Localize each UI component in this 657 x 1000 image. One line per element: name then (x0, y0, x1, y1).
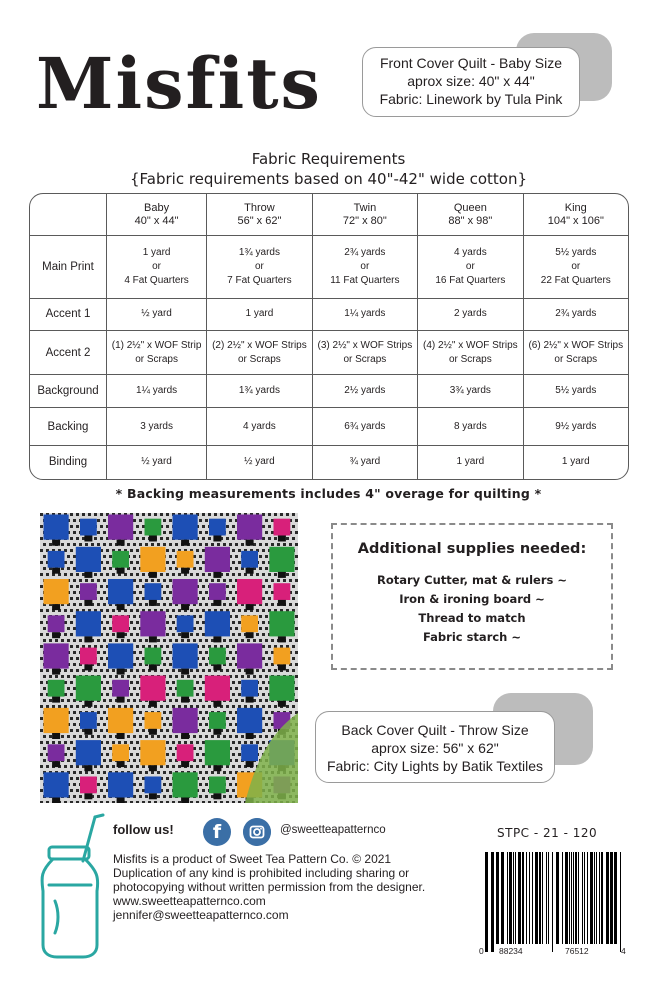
quilt-block (205, 547, 230, 572)
quilt-block (48, 615, 65, 632)
table-cell (418, 375, 523, 408)
instagram-icon[interactable] (243, 818, 271, 846)
cell-line: 22 Fat Quarters (540, 275, 611, 286)
quilt-block (205, 740, 230, 765)
quilt-block (44, 579, 69, 604)
pattern-code: STPC - 21 - 120 (497, 826, 598, 840)
cell-line: or Scraps (554, 353, 598, 365)
cell-line: (2) 2½" x WOF Strips (212, 339, 307, 351)
table-cell (418, 331, 523, 375)
quilt-block (209, 777, 226, 794)
table-cell (107, 375, 207, 408)
table-cell (524, 236, 628, 298)
row-label: Binding (30, 446, 107, 479)
table-row (30, 299, 628, 331)
quilt-block (237, 708, 262, 733)
quilt-block (108, 515, 133, 540)
quilt-block (205, 676, 230, 701)
cell-line: or Scraps (135, 353, 178, 365)
table-row (30, 331, 628, 375)
quilt-block (241, 680, 258, 697)
table-cell (313, 236, 418, 298)
quilt-block (274, 648, 291, 665)
cell-line: 8 yards (453, 420, 487, 432)
cell-line: 2¾ yards (555, 308, 597, 320)
back-cover-info (315, 711, 597, 791)
supply-item: Rotary Cutter, mat & rulers ~ (377, 573, 567, 587)
quilt-block (48, 551, 65, 568)
quilt-block (140, 611, 165, 636)
quilt-block (145, 648, 162, 665)
table-row (30, 375, 628, 408)
table-cell (313, 375, 418, 408)
quilt-block (269, 547, 294, 572)
quilt-block (241, 744, 258, 761)
quilt-block (145, 519, 162, 536)
barcode-digits-left: 88234 (499, 946, 523, 956)
supply-item: Iron & ironing board ~ (399, 592, 545, 606)
social-handle[interactable]: @sweetteapatternco (280, 824, 386, 836)
quilt-block (44, 643, 69, 668)
cell-line: 5½ yards (555, 385, 597, 397)
table-cell (524, 331, 628, 375)
quilt-block (209, 712, 226, 729)
quilt-block (209, 519, 226, 536)
quilt-block (80, 519, 97, 536)
quilt-block (44, 708, 69, 733)
cell-line: ½ yard (244, 456, 275, 468)
cell-line: 1¾ yards (238, 247, 280, 258)
cell-line: 1 yard (456, 456, 485, 468)
quilt-block (76, 676, 101, 701)
column-size: 72" x 80" (342, 214, 387, 227)
cell-line: 1 yard (142, 247, 171, 258)
front-cover-info (362, 47, 612, 132)
fabric-requirements-subheading: {Fabric requirements based on 40"-42" wide cotton} (129, 170, 528, 188)
quilt-block (76, 611, 101, 636)
quilt-block (173, 579, 198, 604)
cell-line: ½ yard (141, 308, 172, 320)
quilt-block (48, 680, 65, 697)
supplies-title: Additional supplies needed: (357, 541, 587, 557)
column-size: 104" x 106" (547, 214, 604, 227)
follow-us-label: follow us! (113, 822, 174, 837)
website-link[interactable]: www.sweetteapatternco.com (113, 894, 266, 908)
table-cell (524, 446, 628, 479)
cell-line: 1¾ yards (238, 385, 280, 397)
barcode (475, 852, 627, 958)
pattern-title (32, 42, 332, 122)
quilt-block (173, 772, 198, 797)
quilt-block (112, 551, 129, 568)
front-cover-line3: Fabric: Linework by Tula Pink (379, 91, 563, 107)
quilt-block (177, 680, 194, 697)
table-corner (30, 194, 107, 236)
cell-line: 1 yard (245, 308, 274, 320)
column-name: Baby (144, 201, 170, 214)
cell-line: (6) 2½" x WOF Strips (528, 339, 624, 351)
table-cell (524, 375, 628, 408)
cell-line: 2 yards (453, 308, 487, 320)
quilt-block (112, 680, 129, 697)
quilt-block (237, 579, 262, 604)
table-cell (107, 331, 207, 375)
cell-line: or (571, 261, 581, 272)
copyright-info (113, 852, 443, 922)
quilt-block (145, 712, 162, 729)
cell-line: or (465, 261, 475, 272)
email-link[interactable]: jennifer@sweetteapatternco.com (113, 908, 289, 922)
column-name: King (564, 201, 587, 214)
quilt-block (140, 547, 165, 572)
quilt-photo (40, 513, 298, 803)
back-cover-line1: Back Cover Quilt - Throw Size (341, 722, 529, 738)
column-header (313, 194, 418, 236)
table-cell (207, 408, 312, 445)
column-header (207, 194, 312, 236)
table-cell (107, 408, 207, 445)
quilt-block (269, 676, 294, 701)
cell-line: (3) 2½" x WOF Strips (317, 339, 413, 351)
fabric-requirements-heading: Fabric Requirements (251, 150, 406, 168)
row-label: Main Print (30, 236, 107, 298)
quilt-block (177, 615, 194, 632)
quilt-block (44, 515, 69, 540)
table-cell (313, 331, 418, 375)
quilt-block (48, 744, 65, 761)
cell-line: or (152, 261, 162, 272)
info-line: Misfits is a product of Sweet Tea Pattern Co. © 2021 (113, 852, 392, 866)
quilt-block (241, 551, 258, 568)
cell-line: (1) 2½" x WOF Strip (111, 339, 202, 351)
table-cell (418, 299, 523, 331)
column-size: 56" x 62" (237, 214, 282, 227)
quilt-block (112, 615, 129, 632)
supply-item: Thread to match (418, 611, 526, 625)
supply-item: Fabric starch ~ (422, 630, 522, 644)
quilt-block (209, 583, 226, 600)
quilt-block (173, 515, 198, 540)
column-header (524, 194, 628, 236)
front-cover-line2: aprox size: 40" x 44" (407, 73, 535, 89)
cell-line: 11 Fat Quarters (330, 275, 400, 286)
quilt-block (76, 740, 101, 765)
table-cell (107, 446, 207, 479)
column-name: Throw (244, 201, 275, 214)
pattern-title-text: Misfits (36, 42, 322, 122)
cell-line: 7 Fat Quarters (227, 275, 292, 286)
table-cell (418, 408, 523, 445)
cell-line: ½ yard (141, 456, 172, 468)
quilt-block (76, 547, 101, 572)
table-cell (313, 446, 418, 479)
cell-line: 4 yards (453, 247, 487, 258)
cell-line: or (254, 261, 264, 272)
table-cell (107, 299, 207, 331)
cell-line: ¾ yard (349, 456, 381, 468)
table-cell (107, 236, 207, 298)
quilt-block (112, 744, 129, 761)
cell-line: (4) 2½" x WOF Strips (423, 339, 518, 351)
quilt-block (80, 648, 97, 665)
table-cell (207, 299, 312, 331)
column-size: 40" x 44" (134, 214, 179, 227)
supplies-box (331, 523, 613, 670)
cell-line: or (360, 261, 370, 272)
cell-line: 16 Fat Quarters (435, 275, 506, 286)
quilt-block (108, 643, 133, 668)
cell-line: or Scraps (238, 353, 281, 365)
cell-line: 6¾ yards (344, 420, 386, 432)
table-cell (207, 375, 312, 408)
cell-line: 9½ yards (555, 420, 597, 432)
barcode-digit-start: 0 (479, 946, 484, 956)
column-size: 88" x 98" (448, 214, 493, 227)
column-name: Queen (453, 201, 487, 214)
fabric-requirements-table (29, 193, 629, 480)
row-label: Backing (30, 408, 107, 445)
quilt-block (108, 579, 133, 604)
cell-line: 3¾ yards (449, 385, 491, 397)
barcode-digit-end: 4 (621, 946, 626, 956)
quilt-block (145, 777, 162, 794)
quilt-block (44, 772, 69, 797)
row-label: Accent 1 (30, 299, 107, 331)
quilt-block (177, 744, 194, 761)
quilt-block (80, 712, 97, 729)
quilt-block (269, 611, 294, 636)
cell-line: 1¼ yards (344, 308, 386, 320)
table-row (30, 446, 628, 479)
barcode-digits-right: 76512 (565, 946, 589, 956)
cell-line: 1 yard (561, 456, 590, 468)
table-cell (207, 446, 312, 479)
info-line: Duplication of any kind is prohibited including sharing or (113, 866, 410, 880)
quilt-block (237, 643, 262, 668)
quilt-block (205, 611, 230, 636)
quilt-block (80, 777, 97, 794)
table-row (30, 408, 628, 445)
table-cell (207, 236, 312, 298)
cell-line: 2¾ yards (344, 247, 386, 258)
quilt-block (241, 615, 258, 632)
quilt-block (274, 519, 291, 536)
table-cell (524, 408, 628, 445)
cell-line: 4 yards (243, 420, 276, 432)
table-cell (418, 236, 523, 298)
cell-line: or Scraps (343, 353, 387, 365)
info-line: photocopying without written permission from the designer. (113, 880, 426, 894)
column-header (107, 194, 207, 236)
front-cover-box (362, 47, 580, 117)
quilt-block (209, 648, 226, 665)
quilt-block (108, 772, 133, 797)
cell-line: 5½ yards (555, 247, 597, 258)
quilt-block (274, 583, 291, 600)
column-name: Twin (353, 201, 377, 214)
back-cover-line3: Fabric: City Lights by Batik Textiles (326, 758, 544, 774)
quilt-block (80, 583, 97, 600)
table-cell (313, 408, 418, 445)
back-cover-line2: aprox size: 56" x 62" (371, 740, 499, 756)
quilt-block (173, 708, 198, 733)
cell-line: 2½ yards (344, 385, 386, 397)
table-row (30, 236, 628, 298)
cell-line: 4 Fat Quarters (124, 275, 189, 286)
back-cover-box (315, 711, 555, 783)
quilt-block (177, 551, 194, 568)
table-cell (313, 299, 418, 331)
facebook-icon[interactable]: f (203, 818, 231, 846)
quilt-block (173, 643, 198, 668)
column-header (418, 194, 523, 236)
cell-line: 3 yards (140, 420, 173, 432)
table-cell (524, 299, 628, 331)
front-cover-line1: Front Cover Quilt - Baby Size (379, 55, 563, 71)
quilt-block (108, 708, 133, 733)
quilt-block (145, 583, 162, 600)
row-label: Accent 2 (30, 331, 107, 375)
cell-line: 1¼ yards (136, 385, 178, 397)
quilt-block (237, 515, 262, 540)
cell-line: or Scraps (448, 353, 492, 365)
quilt-block (140, 676, 165, 701)
quilt-block (140, 740, 165, 765)
backing-note: * Backing measurements includes 4" overage for quilting * (115, 486, 542, 501)
mason-jar-icon (35, 811, 107, 961)
table-cell (418, 446, 523, 479)
row-label: Background (30, 375, 107, 408)
table-cell (207, 331, 312, 375)
